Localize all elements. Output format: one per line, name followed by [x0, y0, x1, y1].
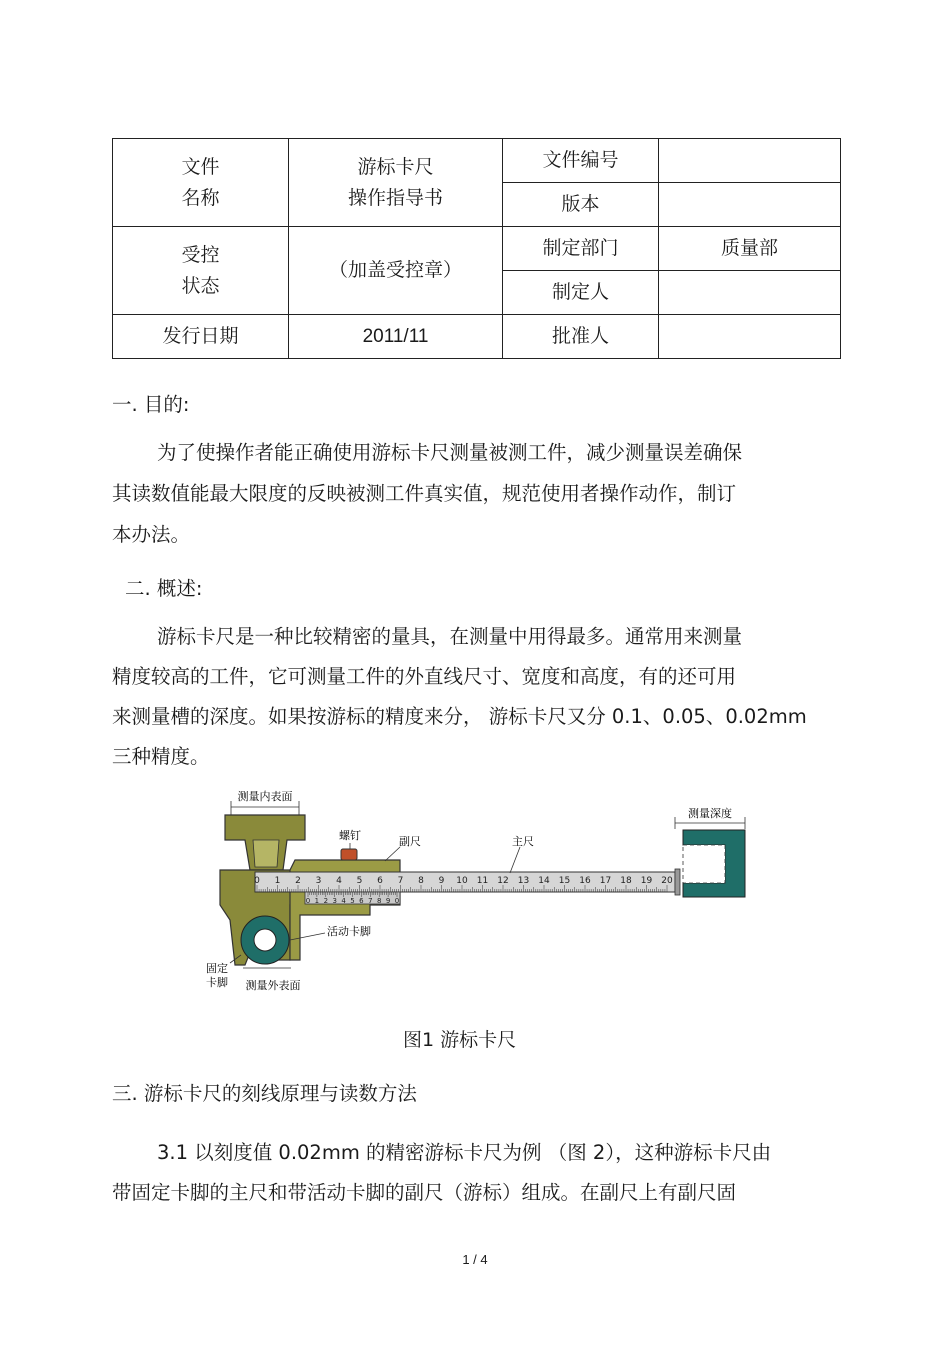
main-scale-number: 7: [397, 876, 404, 886]
version-label: 版本: [503, 183, 659, 227]
control-status-label-cell: [113, 227, 289, 315]
vernier-scale-number: 1: [314, 897, 320, 905]
label-fixed-jaw-line1: 固定: [206, 962, 228, 975]
section-2-line-4: 三种精度。: [112, 745, 210, 768]
version-value: [659, 183, 841, 227]
approver-label: 批准人: [503, 315, 659, 359]
figure-1-caption: 图1 游标卡尺: [403, 1029, 517, 1051]
main-scale-number: 18: [620, 876, 632, 886]
section-2-line-1: 游标卡尺是一种比较精密的量具，在测量中用得最多。通常用来测量: [157, 625, 743, 648]
main-scale-number: 13: [517, 876, 530, 886]
main-scale-number: 20: [661, 876, 673, 886]
main-scale-ticks: [257, 885, 667, 892]
label-fixed-jaw-line2: 卡脚: [206, 976, 228, 989]
vernier-scale-number: 8: [376, 897, 382, 905]
section-2-line-3: 来测量槽的深度。如果按游标的精度来分， 游标卡尺又分 0.1、0.05、0.02mm: [112, 705, 807, 728]
vernier-scale-number: 2: [323, 897, 329, 905]
section-1-line-2: 其读数值能最大限度的反映被测工件真实值，规范使用者操作动作，制订: [112, 482, 737, 505]
main-scale-number: 11: [476, 876, 489, 886]
section-3-heading: 三. 游标卡尺的刻线原理与读数方法: [112, 1082, 417, 1105]
label-outer-surface: 测量外表面: [245, 979, 301, 992]
dept-label: 制定部门: [503, 227, 659, 271]
vernier-caliper-figure: [195, 785, 765, 1000]
author-value: [659, 271, 841, 315]
vernier-scale-number: 3: [332, 897, 337, 905]
vernier-scale-number: 0: [394, 897, 400, 905]
doc-name-value-cell: [289, 139, 503, 227]
main-scale-number: 19: [640, 876, 653, 886]
vernier-scale-number: 4: [341, 897, 346, 905]
main-scale-number: 9: [438, 876, 445, 886]
control-status-label-line2: 状态: [181, 274, 220, 297]
label-movable-jaw: 活动卡脚: [327, 925, 371, 938]
issue-date-label: 发行日期: [113, 315, 289, 359]
vernier-scale-number: 5: [350, 897, 355, 905]
section-2-heading: 二. 概述:: [125, 577, 203, 600]
dept-value: 质量部: [659, 227, 841, 271]
document-header-table: [112, 138, 841, 359]
vernier-scale-number: 7: [368, 897, 373, 905]
main-scale-number: 1: [274, 876, 281, 886]
vernier-scale-number: 0: [305, 897, 311, 905]
section-3-line-2: 带固定卡脚的主尺和带活动卡脚的副尺（游标）组成。在副尺上有副尺固: [112, 1181, 737, 1204]
label-inner-surface: 测量内表面: [237, 790, 293, 803]
control-status-value: （加盖受控章）: [289, 227, 503, 315]
main-scale-number: 5: [356, 876, 363, 886]
main-scale-number: 2: [295, 876, 301, 886]
issue-date-value: 2011/11: [289, 315, 503, 359]
main-scale-number: 17: [599, 876, 612, 886]
doc-no-label: 文件编号: [503, 139, 659, 183]
main-scale-number: 3: [315, 876, 322, 886]
main-scale-numbers: [254, 876, 673, 886]
doc-name-value-line2: 操作指导书: [347, 186, 443, 209]
label-depth: 测量深度: [688, 807, 732, 820]
doc-name-label-line2: 名称: [181, 186, 220, 209]
doc-name-label-cell: [113, 139, 289, 227]
label-vernier: 副尺: [399, 835, 421, 848]
doc-name-value-line1: 游标卡尺: [357, 155, 434, 178]
main-scale-number: 8: [418, 876, 424, 886]
vernier-scale-number: 6: [359, 897, 364, 905]
approver-value: [659, 315, 841, 359]
main-scale-number: 16: [579, 876, 591, 886]
doc-no-value: [659, 139, 841, 183]
main-scale-number: 0: [254, 876, 260, 886]
section-1-line-3: 本办法。: [112, 523, 191, 546]
section-2-line-2: 精度较高的工件，它可测量工件的外直线尺寸、宽度和高度，有的还可用: [112, 665, 737, 688]
label-main-scale: 主尺: [512, 835, 534, 848]
author-label: 制定人: [503, 271, 659, 315]
vernier-scale-number: 9: [385, 897, 391, 905]
label-screw: 螺钉: [339, 829, 361, 842]
main-scale-number: 6: [377, 876, 383, 886]
main-scale-number: 10: [456, 876, 468, 886]
main-scale-number: 12: [497, 876, 509, 886]
main-scale-number: 14: [538, 876, 550, 886]
page-number: 1 / 4: [462, 1252, 488, 1267]
control-status-label-line1: 受控: [181, 243, 220, 266]
section-1-heading: 一. 目的:: [112, 393, 190, 416]
section-1-line-1: 为了使操作者能正确使用游标卡尺测量被测工件，减少测量误差确保: [157, 441, 743, 464]
main-scale-number: 15: [558, 876, 571, 886]
main-scale-number: 4: [336, 876, 342, 886]
doc-name-label-line1: 文件: [181, 155, 220, 178]
section-3-line-1: 3.1 以刻度值 0.02mm 的精密游标卡尺为例 （图 2），这种游标卡尺由: [157, 1141, 772, 1164]
